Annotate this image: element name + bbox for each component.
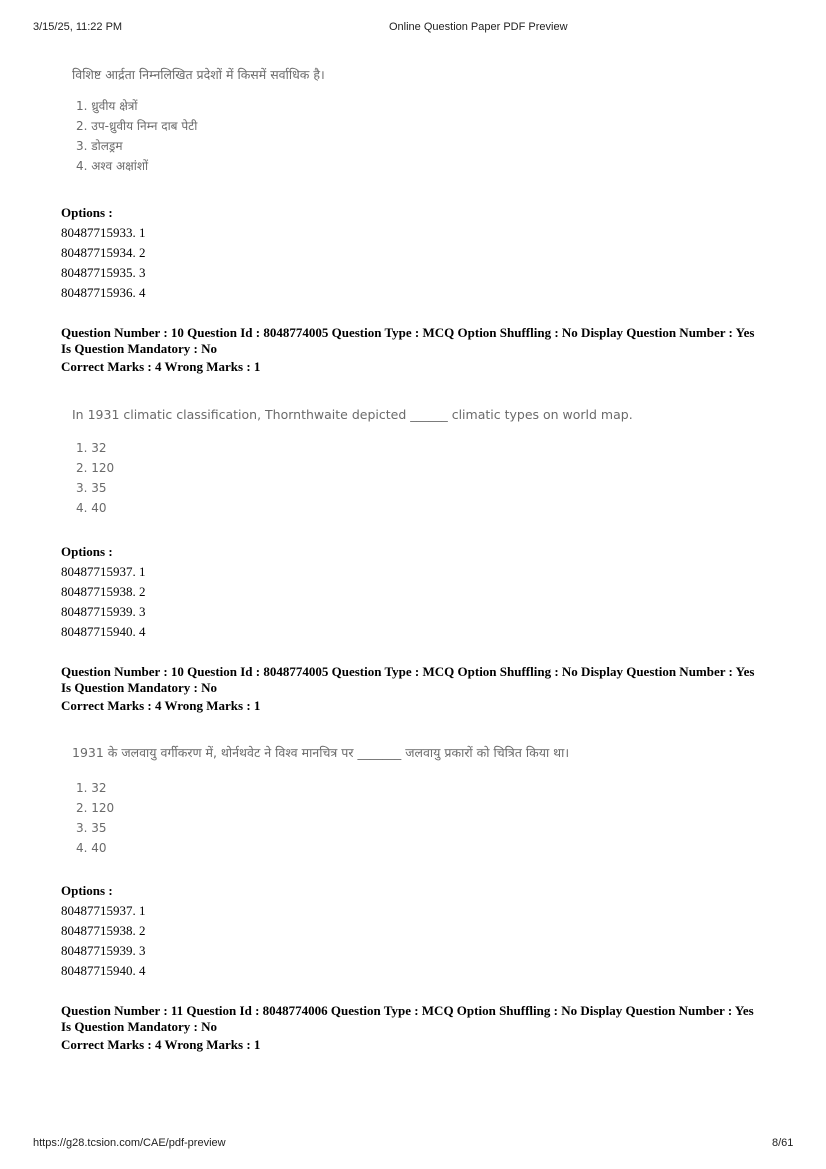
options-label: Options : [61,544,113,559]
option-id: 80487715939. 3 [61,943,146,958]
print-title: Online Question Paper PDF Preview [389,21,568,33]
option-id: 80487715935. 3 [61,265,146,280]
question-stem: विशिष्ट आर्द्रता निम्नलिखित प्रदेशों में किसमें सर्वाधिक है। [72,67,325,82]
question-stem: 1931 के जलवायु वर्गीकरण में, थोर्नथवेट ने विश्व मानचित्र पर _______ जलवायु प्रकारों को चित्रित किया था। [72,745,570,760]
option-id: 80487715937. 1 [61,903,146,918]
options-label: Options : [61,883,113,898]
option-id: 80487715938. 2 [61,584,146,599]
question-meta-q11 [61,1003,791,1055]
question-option: 4. 40 [76,501,107,515]
question-image-prev [64,66,325,176]
question-meta-q10-hi [61,664,791,716]
option-id: 80487715934. 2 [61,245,146,260]
question-option: 4. अश्व अक्षांशों [76,159,149,173]
print-datetime: 3/15/25, 11:22 PM [33,21,123,33]
option-id: 80487715940. 4 [61,624,146,639]
option-id: 80487715936. 4 [61,285,146,300]
question-option: 2. उप-ध्रुवीय निम्न दाब पेटी [76,119,198,133]
question-marks: Correct Marks : 4 Wrong Marks : 1 [61,1037,261,1052]
question-meta-line: Question Number : 10 Question Id : 8048774005 Question Type : MCQ Option Shuffling : No Display Question Number : Yes [61,325,755,340]
question-option: 1. 32 [76,781,107,795]
question-image-q10-hi [64,744,569,858]
question-meta-line: Question Number : 11 Question Id : 8048774006 Question Type : MCQ Option Shuffling : No Display Question Number : Yes [61,1003,754,1018]
question-mandatory: Is Question Mandatory : No [61,1019,218,1034]
option-id: 80487715938. 2 [61,923,146,938]
question-marks: Correct Marks : 4 Wrong Marks : 1 [61,359,261,374]
question-option: 2. 120 [76,801,115,815]
options-block-q10-hi [61,881,791,981]
options-label: Options : [61,205,113,220]
question-option: 1. ध्रुवीय क्षेत्रों [76,99,138,113]
question-option: 2. 120 [76,461,115,475]
option-id: 80487715933. 1 [61,225,146,240]
option-id: 80487715940. 4 [61,963,146,978]
question-option: 4. 40 [76,841,107,855]
options-block-q10-en [61,542,791,642]
option-id: 80487715937. 1 [61,564,146,579]
option-id: 80487715939. 3 [61,604,146,619]
question-option: 1. 32 [76,441,107,455]
question-option: 3. 35 [76,821,107,835]
options-block-prev [61,203,791,303]
question-stem: In 1931 climatic classification, Thornthwaite depicted ______ climatic types on world map. [72,407,633,422]
question-mandatory: Is Question Mandatory : No [61,680,218,695]
question-option: 3. डोलड्रम [76,139,123,153]
question-image-q10-en [64,406,633,518]
question-mandatory: Is Question Mandatory : No [61,341,218,356]
question-meta-line: Question Number : 10 Question Id : 8048774005 Question Type : MCQ Option Shuffling : No Display Question Number : Yes [61,664,755,679]
question-meta-q10-en [61,325,791,377]
question-option: 3. 35 [76,481,107,495]
question-marks: Correct Marks : 4 Wrong Marks : 1 [61,698,261,713]
print-url: https://g28.tcsion.com/CAE/pdf-preview [33,1137,226,1149]
page-number: 8/61 [772,1137,794,1149]
